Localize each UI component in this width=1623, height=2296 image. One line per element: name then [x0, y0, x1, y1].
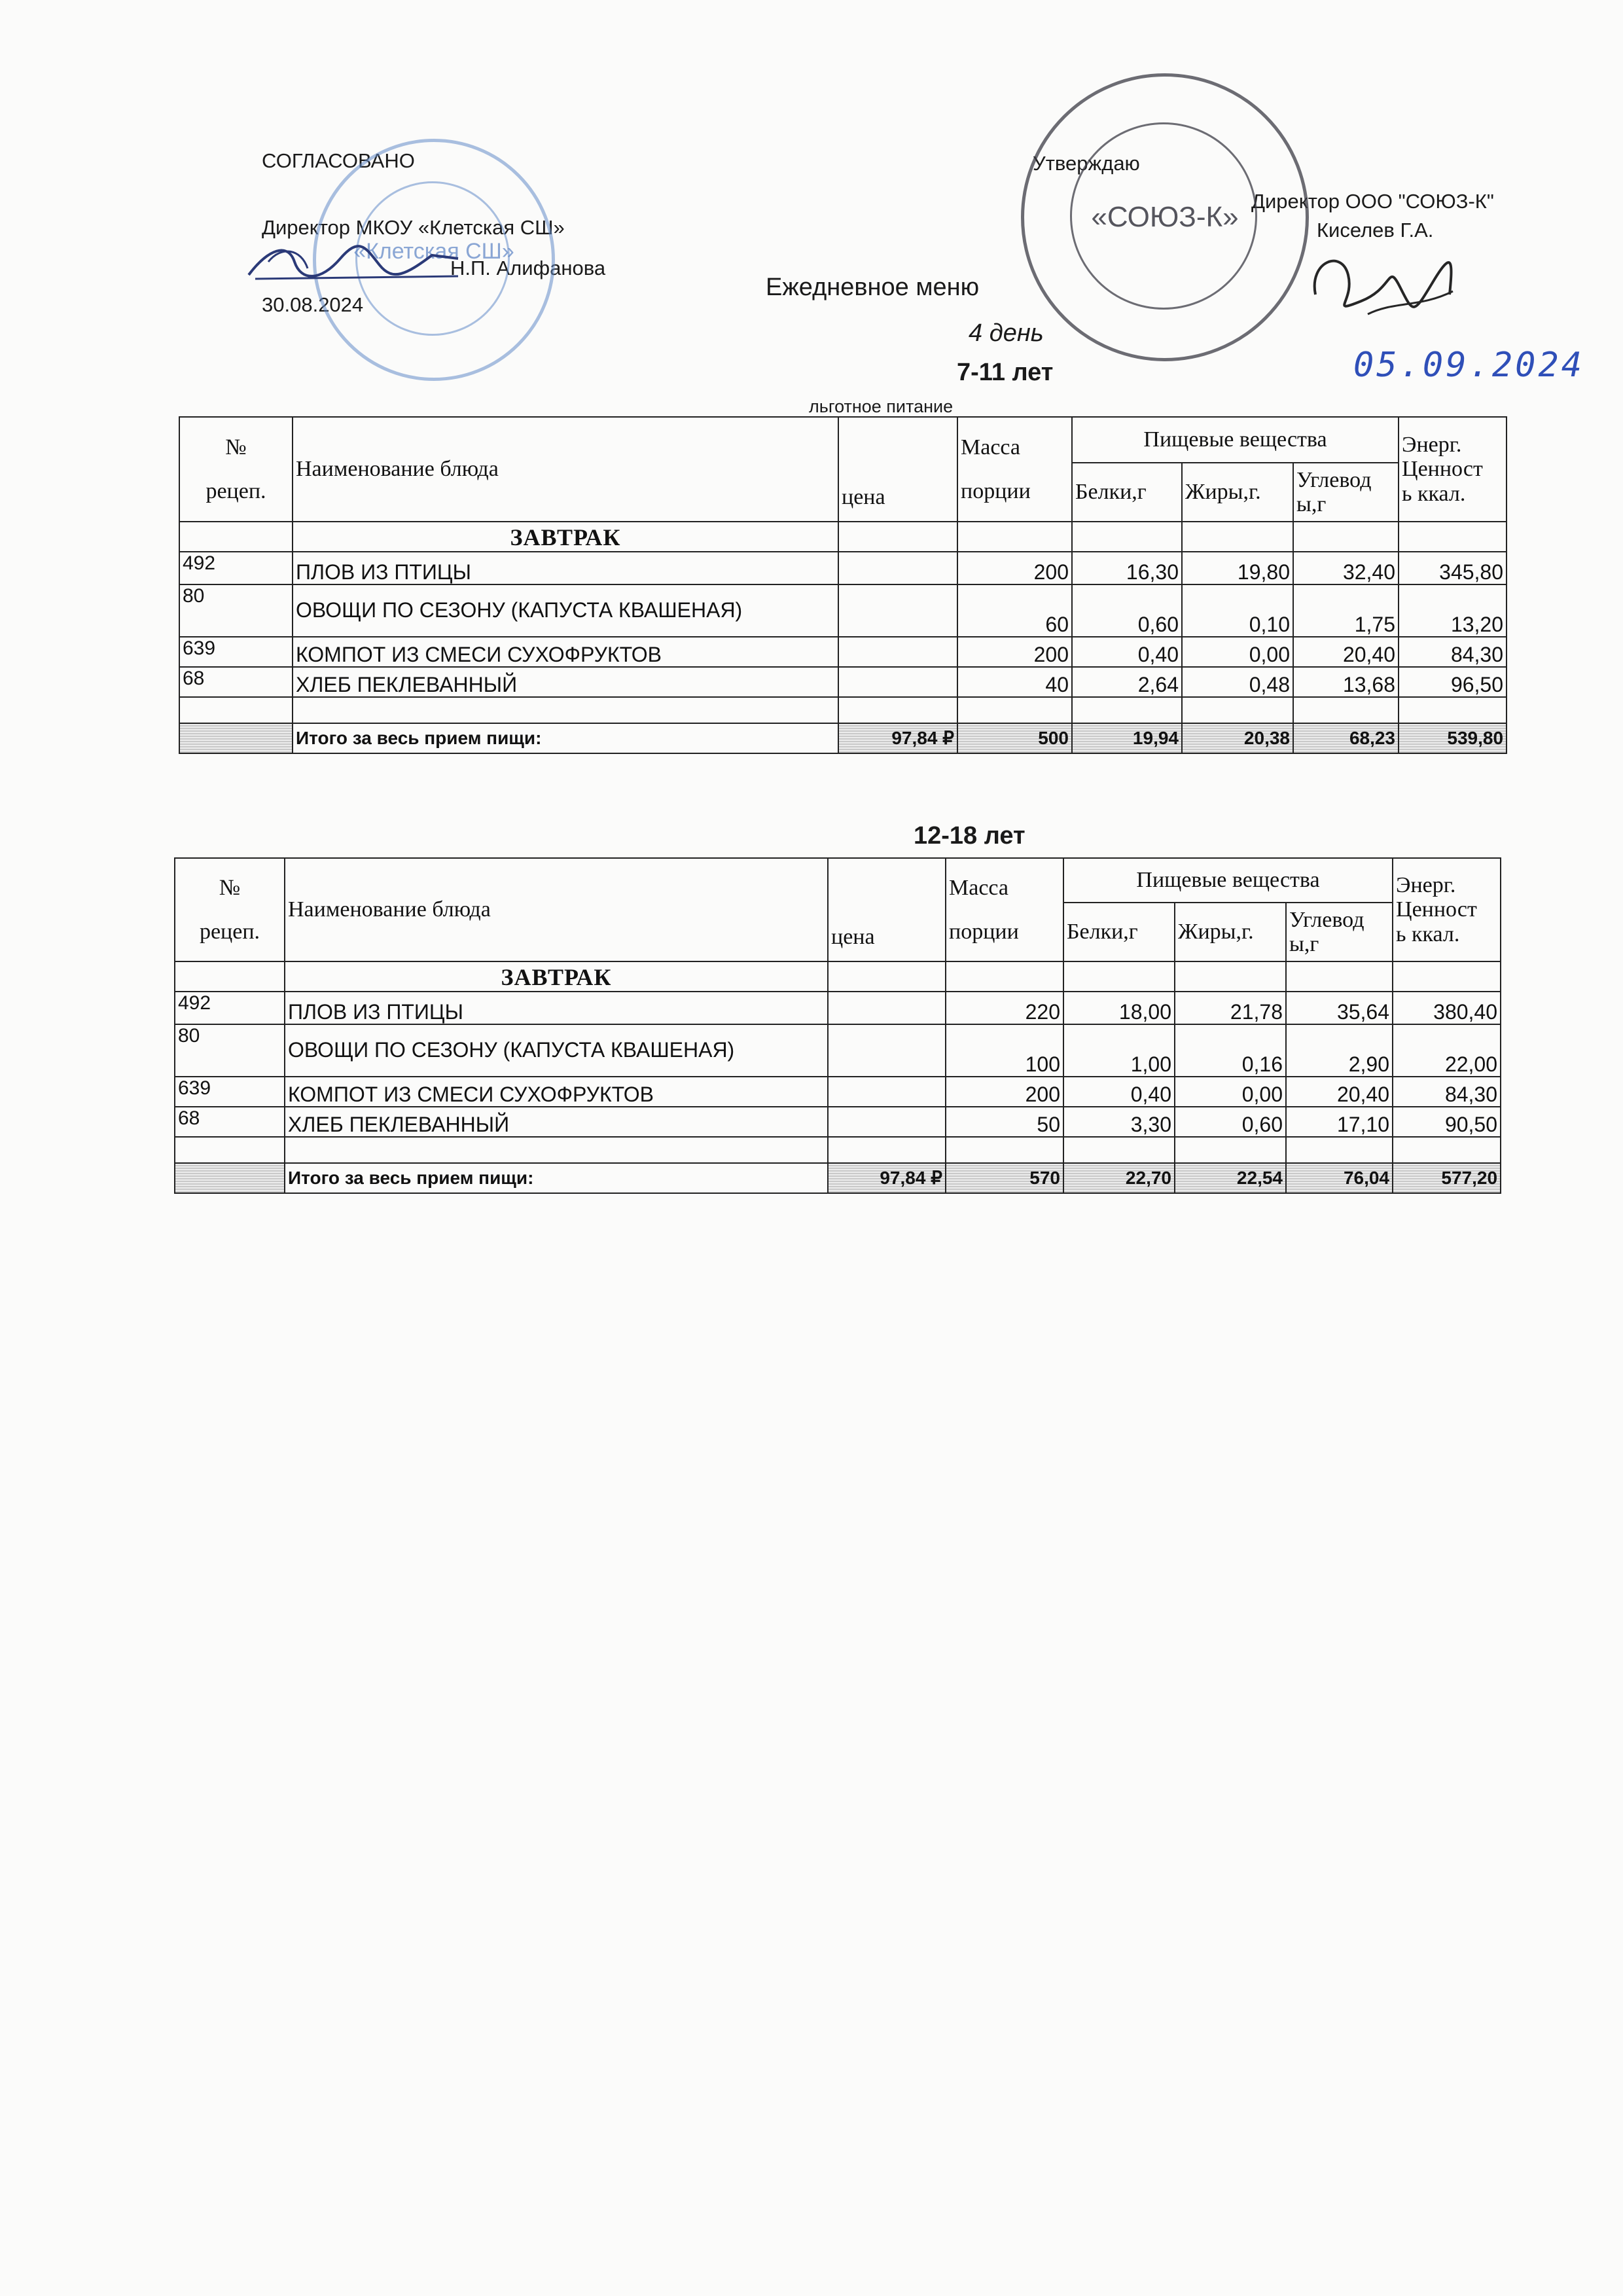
table-row: 492 ПЛОВ ИЗ ПТИЦЫ 220 18,00 21,78 35,64 380,40	[175, 992, 1501, 1024]
menu-table-7-11	[179, 416, 1507, 754]
left-director-title: Директор МКОУ «Клетская СШ»	[262, 216, 565, 239]
agreed-label: СОГЛАСОВАНО	[262, 149, 415, 172]
age-group-1: 7-11 лет	[957, 359, 1054, 386]
menu-table-12-18	[174, 857, 1501, 1194]
col-price-header: цена	[838, 417, 957, 522]
col-price-header: цена	[828, 858, 946, 961]
table-row: 639 КОМПОТ ИЗ СМЕСИ СУХОФРУКТОВ 200 0,40 0,00 20,40 84,30	[175, 1077, 1501, 1107]
right-signature	[1302, 236, 1459, 334]
left-date: 30.08.2024	[262, 293, 364, 316]
section-label: ЗАВТРАК	[293, 522, 838, 552]
right-date: 05.09.2024	[1353, 346, 1585, 385]
col-mass-header: Масса порции	[946, 858, 1063, 961]
left-signature	[242, 236, 465, 288]
col-name-header: Наименование блюда	[285, 858, 828, 961]
col-carb-header: Углевод ы,г	[1293, 463, 1399, 522]
right-director-title: Директор ООО "СОЮЗ-К"	[1251, 190, 1494, 213]
benefit-note: льготное питание	[809, 397, 954, 416]
section-label: ЗАВТРАК	[285, 961, 828, 992]
table-row: 80 ОВОЩИ ПО СЕЗОНУ (КАПУСТА КВАШЕНАЯ) 100 1,00 0,16 2,90 22,00	[175, 1024, 1501, 1077]
col-fat-header: Жиры,г.	[1182, 463, 1293, 522]
col-carb-header: Углевод ы,г	[1286, 903, 1393, 961]
total-row: Итого за весь прием пищи: 97,84 ₽ 500 19,94 20,38 68,23 539,80	[179, 723, 1507, 753]
col-energy-header: Энерг. Ценност ь ккал.	[1399, 417, 1507, 522]
table-row: 639 КОМПОТ ИЗ СМЕСИ СУХОФРУКТОВ 200 0,40 0,00 20,40 84,30	[179, 637, 1507, 667]
col-energy-header: Энерг. Ценност ь ккал.	[1393, 858, 1501, 961]
age-group-2: 12-18 лет	[914, 822, 1026, 850]
school-stamp-text: «Клетская СШ»	[353, 239, 514, 264]
right-director-name: Киселев Г.А.	[1317, 219, 1434, 242]
menu-title: Ежедневное меню	[766, 274, 980, 301]
menu-day: 4 день	[969, 319, 1044, 347]
col-mass-header: Масса порции	[957, 417, 1072, 522]
table-row: 68 ХЛЕБ ПЕКЛЕВАННЫЙ 50 3,30 0,60 17,10 90,50	[175, 1107, 1501, 1137]
col-recipe-header: № рецеп.	[175, 858, 285, 961]
table-row: 492 ПЛОВ ИЗ ПТИЦЫ 200 16,30 19,80 32,40 345,80	[179, 552, 1507, 584]
table-row: 68 ХЛЕБ ПЕКЛЕВАННЫЙ 40 2,64 0,48 13,68 96,50	[179, 667, 1507, 697]
col-fat-header: Жиры,г.	[1175, 903, 1286, 961]
company-stamp	[1021, 73, 1309, 361]
col-protein-header: Белки,г	[1072, 463, 1182, 522]
company-stamp-text: «СОЮЗ-К»	[1091, 201, 1239, 233]
table-row: 80 ОВОЩИ ПО СЕЗОНУ (КАПУСТА КВАШЕНАЯ) 60 0,60 0,10 1,75 13,20	[179, 584, 1507, 637]
col-nutrients-header: Пищевые вещества	[1072, 417, 1399, 463]
left-director-name: Н.П. Алифанова	[450, 257, 606, 279]
total-row: Итого за весь прием пищи: 97,84 ₽ 570 22,70 22,54 76,04 577,20	[175, 1163, 1501, 1193]
col-nutrients-header: Пищевые вещества	[1063, 858, 1393, 903]
approve-label: Утверждаю	[1033, 152, 1140, 175]
col-name-header: Наименование блюда	[293, 417, 838, 522]
col-recipe-header: № рецеп.	[179, 417, 293, 522]
col-protein-header: Белки,г	[1063, 903, 1175, 961]
